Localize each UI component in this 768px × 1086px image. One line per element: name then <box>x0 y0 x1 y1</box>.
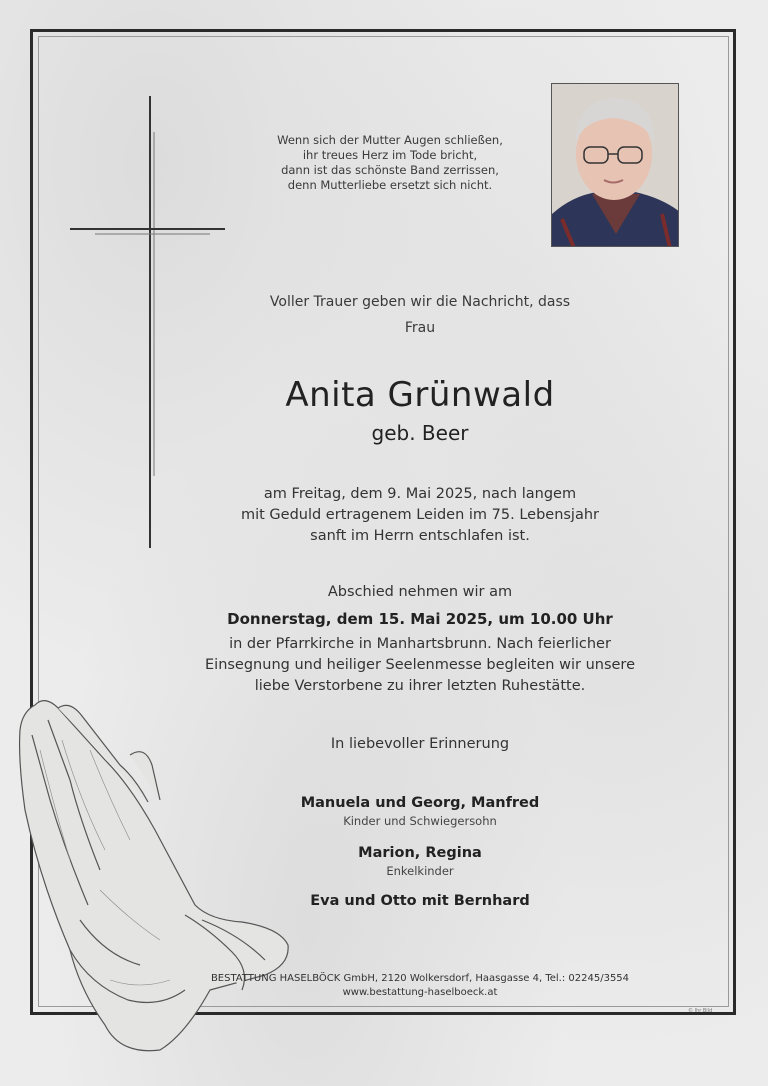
footer-website: www.bestattung-haselboeck.at <box>342 987 498 998</box>
funeral-date: Donnerstag, dem 15. Mai 2025, um 10.00 Uhr <box>227 610 613 628</box>
maiden-name: geb. Beer <box>371 421 469 445</box>
death-notice-line: sanft im Herrn entschlafen ist. <box>310 528 530 544</box>
poem-line: dann ist das schönste Band zerrissen, <box>281 163 499 177</box>
intro <box>160 291 680 339</box>
funeral-intro: Abschied nehmen wir am <box>327 584 513 600</box>
portrait-photo <box>551 83 679 247</box>
credit-text: © Ihr Bild <box>688 1008 713 1014</box>
intro-title: Frau <box>404 320 436 336</box>
funeral-details-line: Einsegnung und heiliger Seelenmesse begleiten wir unsere <box>205 657 635 673</box>
footer <box>160 972 680 1000</box>
mourner-relation: Enkelkinder <box>386 864 454 878</box>
praying-hands-icon <box>10 690 295 1060</box>
funeral-details <box>160 634 680 697</box>
death-notice-line: mit Geduld ertragenem Leiden im 75. Lebensjahr <box>240 507 600 523</box>
death-notice <box>160 484 680 547</box>
poem-line: denn Mutterliebe ersetzt sich nicht. <box>287 178 493 192</box>
footer-address: BESTATTUNG HASELBÖCK GmbH, 2120 Wolkersdorf, Haasgasse 4, Tel.: 02245/3554 <box>210 973 630 984</box>
poem-line: Wenn sich der Mutter Augen schließen, <box>277 133 503 147</box>
poem-line: ihr treues Herz im Tode bricht, <box>302 148 478 162</box>
deceased-name: Anita Grünwald <box>285 375 555 415</box>
death-notice-line: am Freitag, dem 9. Mai 2025, nach langem <box>263 486 577 502</box>
funeral-details-line: in der Pfarrkirche in Manhartsbrunn. Nach feierlicher <box>229 636 611 652</box>
mourner-relation: Kinder und Schwiegersohn <box>343 814 497 828</box>
mourner-names: Eva und Otto mit Bernhard <box>310 893 530 909</box>
mourner-names: Manuela und Georg, Manfred <box>300 795 540 811</box>
intro-line: Voller Trauer geben wir die Nachricht, dass <box>269 294 571 310</box>
poem <box>240 133 540 193</box>
memory-text: In liebevoller Erinnerung <box>330 736 510 752</box>
mourner-names: Marion, Regina <box>358 845 482 861</box>
funeral-details-line: liebe Verstorbene zu ihrer letzten Ruhestätte. <box>254 678 586 694</box>
